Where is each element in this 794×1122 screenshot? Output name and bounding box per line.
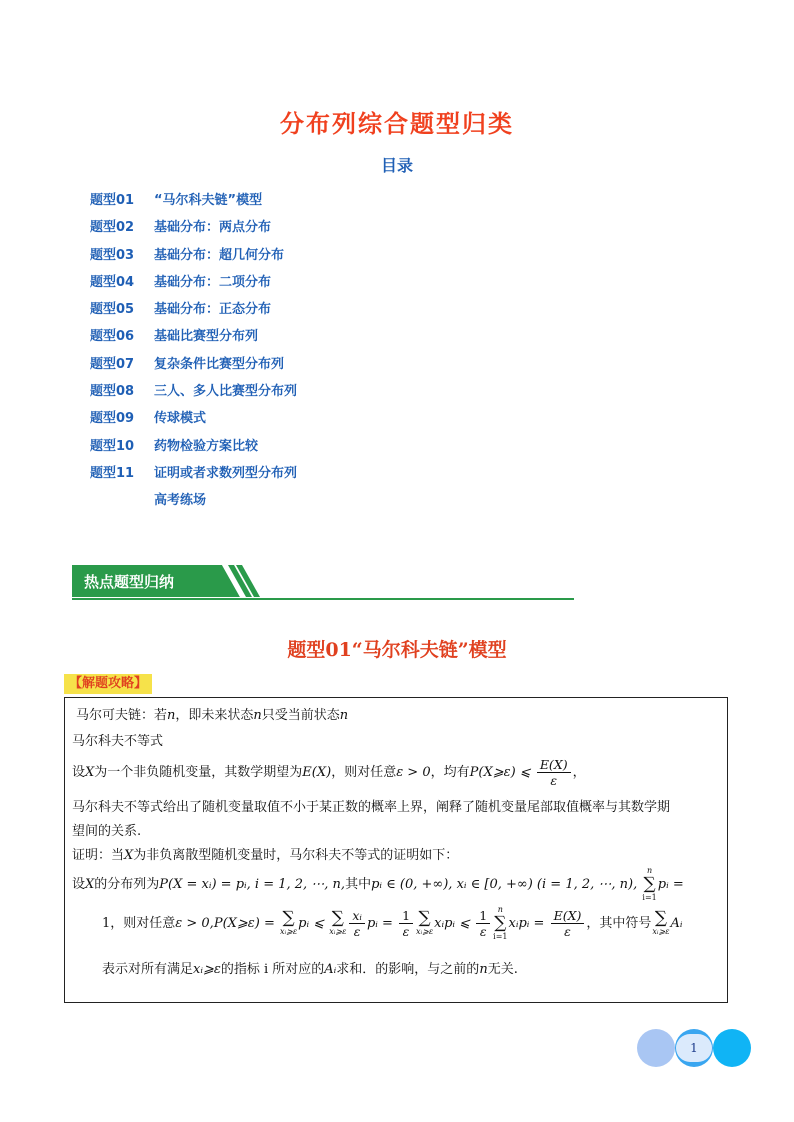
banner-underline	[72, 598, 574, 600]
line-notation: 表示对所有满足xᵢ⩾ε的指标 i 所对应的Aᵢ求和．的影响，与之前的n无关.	[102, 962, 518, 977]
toc-item[interactable]: 题型03 基础分布：超几何分布	[90, 247, 285, 263]
fraction: $\frac{E(X)}{\varepsilon}$	[537, 757, 571, 788]
toc-item[interactable]: 题型10 药物检验方案比较	[90, 438, 259, 454]
line-inequality-statement: 设X为一个非负随机变量，其数学期望为E(X)，则对任意ε > 0，均有P(X⩾ε) ⩽ $\frac{E(X)}{\varepsilon}$ ，	[72, 757, 586, 788]
toc-item[interactable]: 题型09 传球模式	[90, 411, 207, 427]
line-explanation-1: 马尔科夫不等式给出了随机变量取值不小于某正数的概率上界，阐释了随机变量尾部取值概率与其数学期	[72, 800, 671, 815]
line-markov-chain: 马尔可夫链：若n，即未来状态n只受当前状态n	[76, 708, 349, 723]
line-distribution: 设X的分布列为P(X = xᵢ) = pᵢ, i = 1, 2, ⋯, n,其中pᵢ ∈ (0, +∞), xᵢ ∈ [0, +∞) (i = 1, 2, ⋯, n), n ∑ i=1 pᵢ =	[72, 866, 684, 902]
toc-heading: 目录	[380, 156, 413, 175]
toc-item[interactable]: 题型05 基础分布：正态分布	[90, 302, 272, 318]
line-markov-inequality: 马尔科夫不等式	[72, 734, 164, 749]
banner-label: 热点题型归纳	[84, 573, 175, 591]
toc-item[interactable]: 高考练场	[154, 493, 207, 509]
line-proof-chain: 1，则对任意ε > 0,P(X⩾ε) = ∑ xᵢ⩾ε pᵢ ⩽ ∑ xᵢ⩾ε $\frac{\text{xᵢ}}{\varepsilon}$ pᵢ = $\frac{1}{\varepsilon}$ ∑ xᵢ⩾ε xᵢpᵢ ⩽ $\frac{1}{\varepsilon}$ n ∑ i=1 xᵢpᵢ = $\frac{E(X)}{\varepsilon}$ ，其中符号 ∑ xᵢ⩾ε Aᵢ	[102, 905, 683, 941]
line-explanation-2: 望间的关系.	[72, 824, 142, 839]
line-proof-intro: 证明：当X为非负离散型随机变量时，马尔科夫不等式的证明如下：	[72, 848, 459, 863]
toc-item[interactable]: 题型08 三人、多人比赛型分布列	[90, 384, 298, 400]
toc-item[interactable]: 题型07 复杂条件比赛型分布列	[90, 356, 285, 372]
toc-item[interactable]: 题型11 证明或者求数列型分布列	[90, 465, 298, 481]
toc-item[interactable]: 题型06 基础比赛型分布列	[90, 329, 259, 345]
strategy-tag: 【解题攻略】	[64, 674, 152, 694]
page-number: 1	[690, 1041, 698, 1055]
toc-item[interactable]: 题型02 基础分布：两点分布	[90, 220, 272, 236]
section-title: 题型01“马尔科夫链”模型	[287, 639, 507, 661]
document-title: 分布列综合题型归类	[280, 110, 514, 138]
summation: n ∑ i=1	[642, 866, 657, 902]
toc-item[interactable]: 题型04 基础分布：二项分布	[90, 274, 272, 290]
table-of-contents	[90, 187, 297, 515]
toc-item[interactable]: 题型01 “马尔科夫链”模型	[90, 193, 263, 208]
